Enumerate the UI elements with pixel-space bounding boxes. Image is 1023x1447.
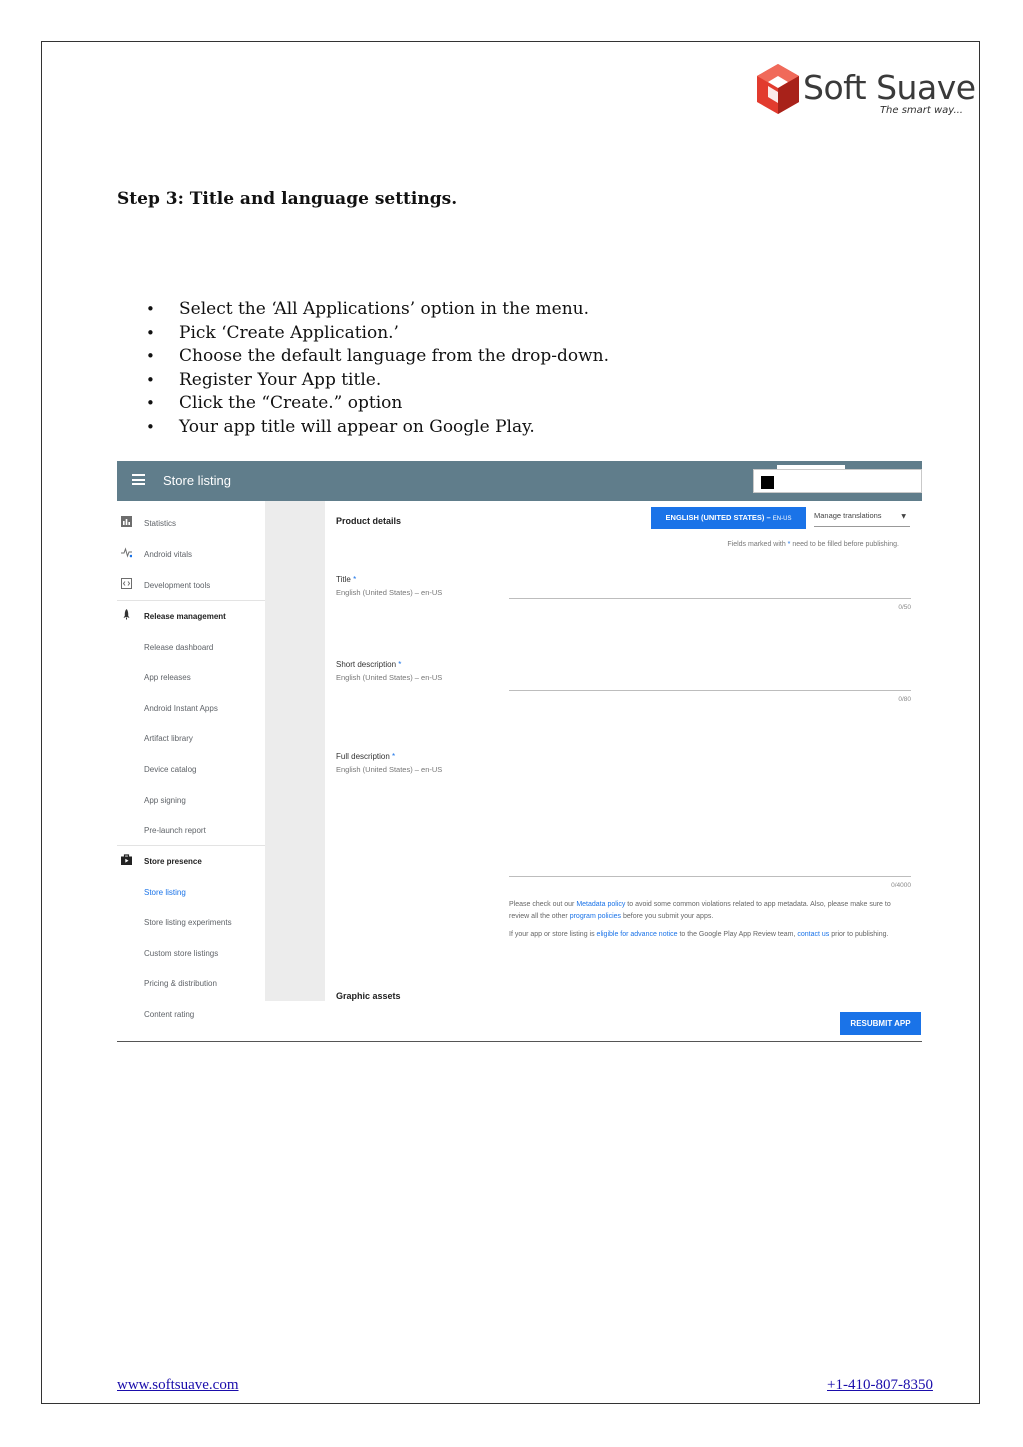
list-item: • Register Your App title. (145, 369, 609, 393)
policy-text: If your app or store listing is (509, 931, 597, 938)
sidebar-item-label: Device catalog (144, 765, 197, 774)
sidebar-item-device-catalog[interactable] (117, 754, 265, 784)
card-title: Product details (336, 516, 402, 526)
title-input[interactable] (509, 598, 911, 599)
sidebar-item-store-presence[interactable] (117, 846, 265, 876)
manage-translations-dropdown[interactable] (814, 511, 910, 527)
list-item: • Choose the default language from the drop-down. (145, 345, 609, 369)
list-item: • Select the ‘All Applications’ option in the menu. (145, 298, 609, 322)
sidebar-item-store-listing[interactable] (117, 877, 265, 907)
policy-text: before you submit your apps. (621, 913, 714, 920)
pulse-icon (121, 547, 132, 558)
website-link[interactable]: www.softsuave.com (117, 1377, 239, 1393)
console-topbar (117, 461, 922, 501)
sidebar-item-android-instant-apps[interactable] (117, 693, 265, 723)
sidebar-item-label: Store presence (144, 857, 202, 866)
short-description-label (336, 660, 401, 669)
sidebar-item-content-rating[interactable] (117, 999, 265, 1029)
metadata-policy-link[interactable]: Metadata policy (576, 901, 626, 908)
search-input[interactable] (753, 469, 922, 493)
policy-text: to the Google Play App Review team, (677, 931, 798, 938)
shopping-bag-icon (121, 854, 132, 865)
console-sidebar (117, 501, 265, 1041)
brand-tagline: The smart way... (879, 105, 963, 116)
full-description-locale: English (United States) – en-US (336, 765, 443, 774)
language-code: EN-US (772, 516, 792, 522)
sidebar-item-pricing-distribution[interactable] (117, 968, 265, 998)
sidebar-item-pre-launch-report[interactable] (117, 815, 265, 845)
short-description-input[interactable] (509, 690, 911, 691)
required-star: * (787, 541, 791, 548)
product-details-card (326, 501, 922, 1001)
short-description-counter: 0/80 (898, 696, 911, 703)
sidebar-item-development-tools[interactable] (117, 570, 265, 600)
full-description-input[interactable] (509, 876, 911, 877)
advance-notice-note (509, 929, 909, 941)
rocket-icon (121, 609, 132, 620)
sidebar-item-app-signing[interactable] (117, 785, 265, 815)
list-item: • Your app title will appear on Google Play. (145, 416, 609, 440)
sidebar-item-label: Android Instant Apps (144, 704, 218, 713)
required-note-text: Fields marked with (727, 541, 788, 548)
field-label-text: Full description (336, 752, 390, 761)
sidebar-item-label: Release dashboard (144, 643, 214, 652)
language-label: ENGLISH (UNITED STATES) – (665, 513, 773, 522)
dropdown-arrow-icon: ▼ (901, 513, 906, 520)
sidebar-item-label: Content rating (144, 1010, 195, 1019)
language-button[interactable] (651, 507, 806, 529)
title-locale: English (United States) – en-US (336, 588, 443, 597)
title-label (336, 575, 356, 584)
required-fields-note (727, 541, 899, 548)
sidebar-item-label: Custom store listings (144, 949, 219, 958)
redacted-square-icon (761, 476, 774, 489)
graphic-assets-heading: Graphic assets (336, 991, 401, 1001)
sidebar-item-label: App signing (144, 796, 186, 805)
short-description-locale: English (United States) – en-US (336, 673, 443, 682)
title-counter: 0/50 (898, 604, 911, 611)
sidebar-item-label: Statistics (144, 519, 177, 528)
sidebar-item-app-releases[interactable] (117, 662, 265, 692)
sidebar-item-release-management[interactable] (117, 601, 265, 631)
topbar-title: Store listing (163, 473, 231, 488)
policy-text: prior to publishing. (829, 931, 889, 938)
manage-translations-label: Manage translations (814, 511, 882, 520)
sidebar-item-custom-store-listings[interactable] (117, 938, 265, 968)
field-label-text: Short description (336, 660, 397, 669)
resubmit-app-button[interactable]: RESUBMIT APP (840, 1012, 921, 1035)
list-item: • Click the “Create.” option (145, 392, 609, 416)
contact-us-link[interactable]: contact us (797, 931, 830, 938)
program-policies-link[interactable]: program policies (569, 913, 622, 920)
code-icon (121, 578, 132, 589)
full-description-counter: 0/4000 (891, 882, 911, 889)
step-heading: Step 3: Title and language settings. (117, 189, 458, 209)
sidebar-item-statistics[interactable] (117, 508, 265, 538)
sidebar-item-android-vitals[interactable] (117, 539, 265, 569)
sidebar-item-release-dashboard[interactable] (117, 632, 265, 662)
sidebar-item-artifact-library[interactable] (117, 723, 265, 753)
phone-link[interactable]: +1-410-807-8350 (827, 1377, 933, 1393)
field-label-text: Title (336, 575, 351, 584)
list-item: • Pick ‘Create Application.’ (145, 322, 609, 346)
required-star: * (392, 752, 396, 761)
brand-logo (755, 62, 976, 122)
full-description-label (336, 752, 395, 761)
advance-notice-link[interactable]: eligible for advance notice (596, 931, 678, 938)
sidebar-item-label: Android vitals (144, 550, 193, 559)
metadata-policy-note (509, 899, 909, 923)
brand-name: Soft Suave (803, 68, 976, 107)
sidebar-item-label: Release management (144, 612, 226, 621)
sidebar-item-label: Store listing (144, 888, 186, 897)
required-note-text: need to be filled before publishing. (790, 541, 899, 548)
sidebar-item-store-listing-experiments[interactable] (117, 907, 265, 937)
store-listing-screenshot (117, 461, 922, 1042)
policy-text: Please check out our (509, 901, 577, 908)
sidebar-item-label: Development tools (144, 581, 211, 590)
sidebar-item-label: Artifact library (144, 734, 193, 743)
sidebar-item-label: App releases (144, 673, 191, 682)
content-gutter (265, 501, 325, 1001)
sidebar-item-label: Pre-launch report (144, 826, 206, 835)
bar-chart-icon (121, 516, 132, 527)
sidebar-item-label: Pricing & distribution (144, 979, 217, 988)
policy-text: to avoid some common violations related to app metadata. Also, please make sure to review all the other (509, 901, 891, 920)
cube-logo-icon (755, 62, 801, 116)
instruction-list (145, 298, 609, 440)
required-star: * (353, 575, 357, 584)
sidebar-item-label: Store listing experiments (144, 918, 232, 927)
required-star: * (398, 660, 402, 669)
hamburger-icon[interactable] (132, 474, 145, 485)
